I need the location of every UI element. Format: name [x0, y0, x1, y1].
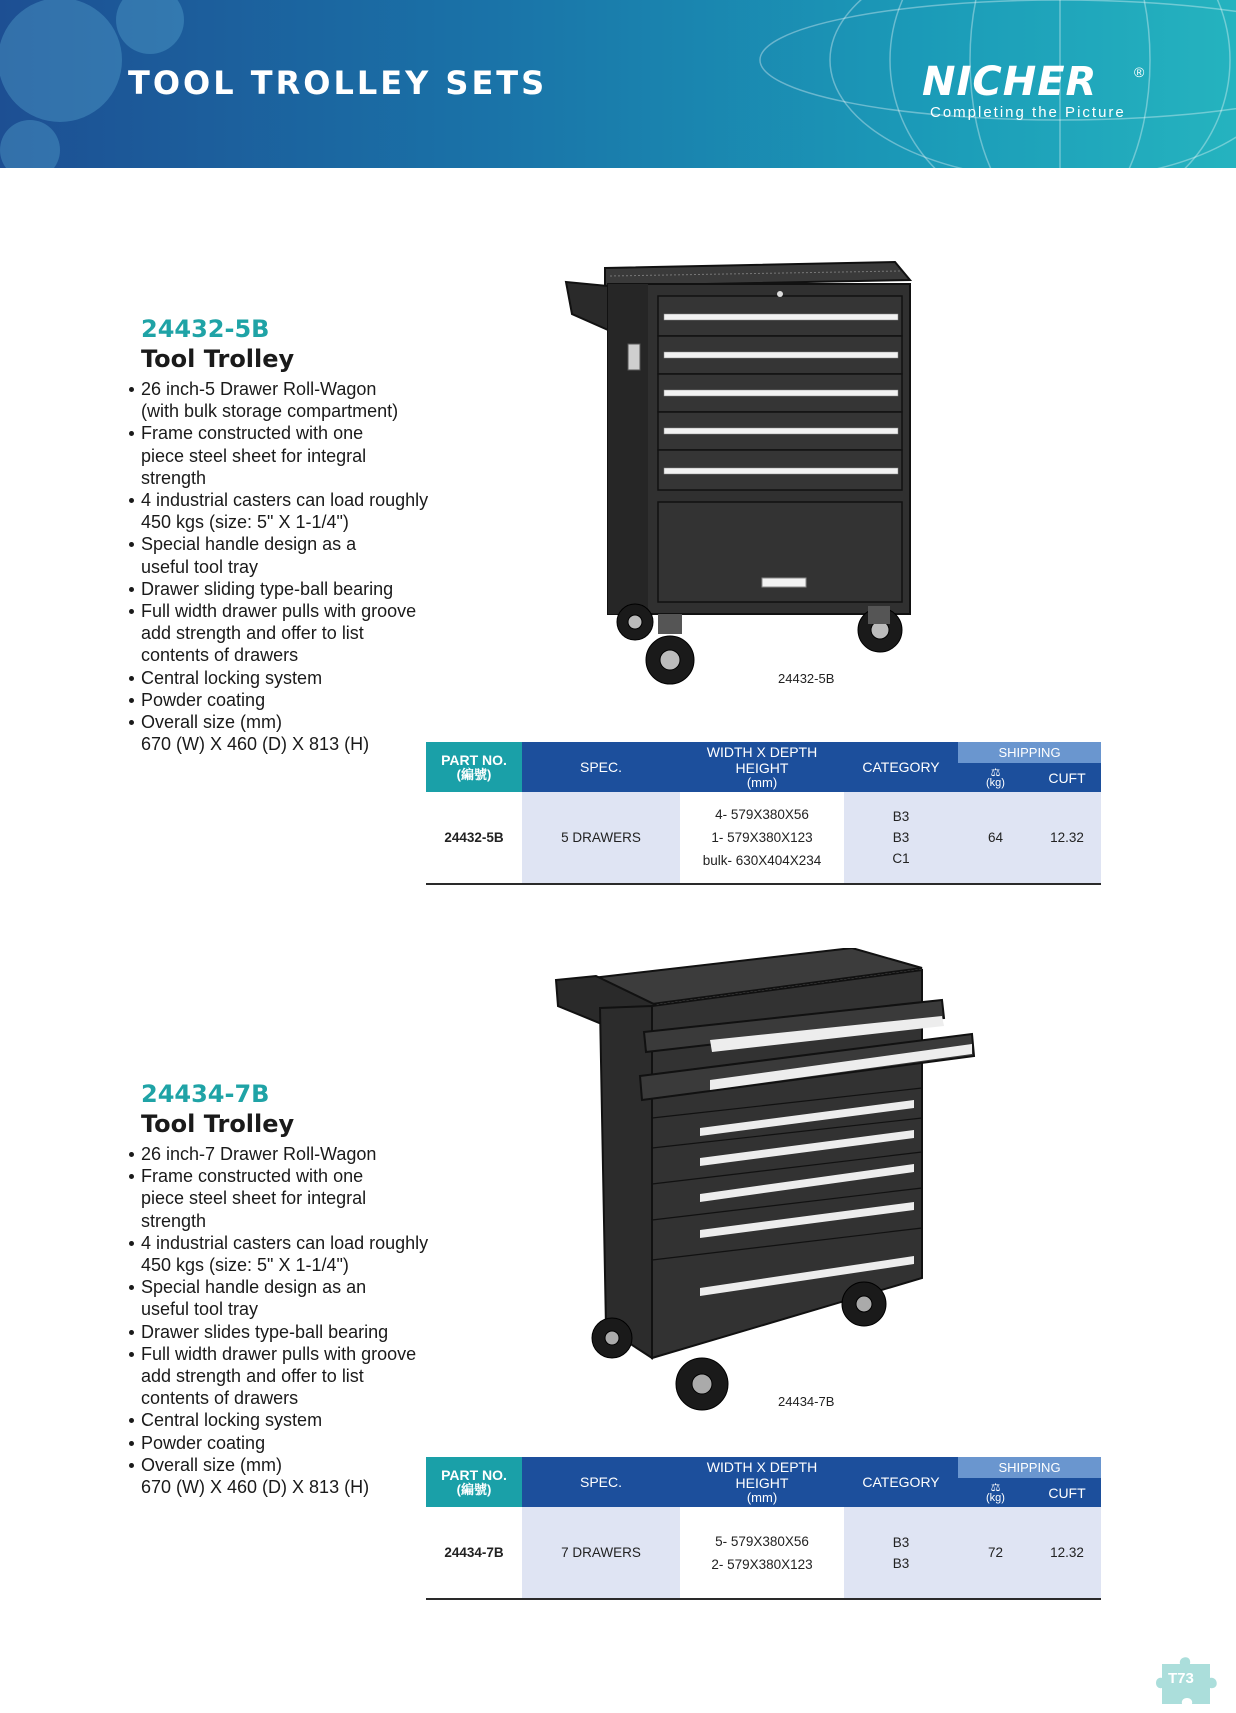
feature-item: Overall size (mm): [128, 1454, 468, 1476]
header-weight-unit: (kg): [986, 1491, 1005, 1504]
feature-item: useful tool tray: [141, 556, 259, 577]
feature-item: (with bulk storage compartment): [141, 401, 399, 422]
spec-table-2: [426, 1457, 1101, 1600]
cell-part-no: 24432-5B: [426, 792, 522, 884]
feature-item: Special handle design as an: [128, 1276, 468, 1298]
dim-line: bulk- 630X404X234: [702, 853, 822, 868]
header-part-no-sub: (編號): [456, 767, 492, 782]
header-shipping: SHIPPING: [958, 1457, 1101, 1478]
category-line: B3: [892, 1555, 910, 1571]
header-part-no-label: PART NO.: [441, 1467, 507, 1483]
product-name: Tool Trolley: [141, 1110, 295, 1138]
cell-spec: 5 DRAWERS: [522, 792, 680, 884]
header-category: CATEGORY: [844, 1457, 958, 1507]
feature-list: [128, 1143, 468, 1498]
table-row: [426, 1507, 1101, 1599]
product-name: Tool Trolley: [141, 345, 295, 373]
feature-item: Frame constructed with one: [128, 422, 468, 444]
header-part-no-label: PART NO.: [441, 752, 507, 768]
page-number: T73: [1168, 1670, 1194, 1687]
header-cuft: CUFT: [1033, 763, 1101, 792]
feature-item: contents of drawers: [141, 645, 299, 666]
header-weight: [958, 763, 1033, 792]
feature-item: contents of drawers: [141, 1388, 299, 1409]
feature-item: strength: [141, 467, 207, 488]
header-cuft: CUFT: [1033, 1478, 1101, 1507]
feature-item: add strength and offer to list: [141, 1366, 364, 1387]
feature-item: 450 kgs (size: 5" X 1-1/4"): [141, 1255, 349, 1276]
feature-item: Drawer slides type-ball bearing: [128, 1321, 468, 1343]
feature-item: add strength and offer to list: [141, 623, 364, 644]
header-dims-sub: (mm): [746, 775, 778, 790]
header-part-no-sub: (編號): [456, 1482, 492, 1497]
cell-category: [844, 792, 958, 884]
product-1-description: [128, 314, 468, 755]
feature-item: Central locking system: [128, 1409, 468, 1431]
header-part-no: [426, 742, 522, 792]
image-caption: 24434-7B: [778, 1394, 835, 1409]
feature-item: strength: [141, 1210, 207, 1231]
header-dims-label: WIDTH X DEPTH HEIGHT: [706, 1459, 818, 1491]
feature-item: 4 industrial casters can load roughly: [128, 1232, 468, 1254]
feature-item: Central locking system: [128, 667, 468, 689]
feature-item: 670 (W) X 460 (D) X 813 (H): [141, 1477, 370, 1498]
feature-item: 26 inch-7 Drawer Roll-Wagon: [128, 1143, 468, 1165]
feature-item: Drawer sliding type-ball bearing: [128, 578, 468, 600]
category-line: B3: [892, 830, 910, 845]
cell-spec: 7 DRAWERS: [522, 1507, 680, 1599]
dim-line: 4- 579X380X56: [715, 807, 809, 822]
feature-item: 670 (W) X 460 (D) X 813 (H): [141, 734, 370, 755]
feature-item: Full width drawer pulls with groove: [128, 1343, 468, 1365]
header-dims: [680, 1457, 844, 1507]
header-part-no: [426, 1457, 522, 1507]
feature-item: piece steel sheet for integral: [141, 445, 367, 466]
cell-dims: [680, 792, 844, 884]
product-2-description: [128, 1079, 468, 1498]
product-code: 24432-5B: [141, 315, 270, 343]
feature-item: useful tool tray: [141, 1299, 259, 1320]
feature-item: piece steel sheet for integral: [141, 1188, 367, 1209]
cell-category: [844, 1507, 958, 1599]
dim-line: 5- 579X380X56: [715, 1533, 809, 1549]
header-weight-unit: (kg): [986, 776, 1005, 789]
header-spec: SPEC.: [522, 1457, 680, 1507]
feature-item: 26 inch-5 Drawer Roll-Wagon: [128, 378, 468, 400]
header-dims-sub: (mm): [746, 1490, 778, 1505]
brand-logo: [922, 59, 1145, 121]
feature-item: Full width drawer pulls with groove: [128, 600, 468, 622]
header-banner: [0, 0, 1236, 168]
trolley-7-drawer-image: [552, 948, 992, 1418]
brand-name: NICHER: [922, 59, 1098, 105]
cell-weight: 72: [958, 1507, 1033, 1599]
dim-line: 2- 579X380X123: [711, 1556, 813, 1572]
feature-item: 4 industrial casters can load roughly: [128, 489, 468, 511]
header-category: CATEGORY: [844, 742, 958, 792]
feature-list: [128, 378, 468, 755]
table-row: [426, 792, 1101, 884]
header-shipping: SHIPPING: [958, 742, 1101, 763]
trolley-5-drawer-image: [560, 258, 940, 698]
image-caption: 24432-5B: [778, 671, 835, 686]
feature-item: Powder coating: [128, 689, 468, 711]
dim-line: 1- 579X380X123: [711, 830, 813, 845]
header-dims: [680, 742, 844, 792]
header-spec: SPEC.: [522, 742, 680, 792]
feature-item: 450 kgs (size: 5" X 1-1/4"): [141, 512, 349, 533]
cell-dims: [680, 1507, 844, 1599]
page-number-badge: [1152, 1652, 1228, 1713]
brand-tagline: Completing the Picture: [930, 104, 1126, 121]
scale-icon: ⚖: [990, 766, 1001, 779]
scale-icon: ⚖: [990, 1481, 1001, 1494]
cell-part-no: 24434-7B: [426, 1507, 522, 1599]
header-weight: [958, 1478, 1033, 1507]
spec-table-1: [426, 742, 1101, 885]
header-dims-label: WIDTH X DEPTH HEIGHT: [706, 744, 818, 776]
cell-cuft: 12.32: [1033, 792, 1101, 884]
product-code: 24434-7B: [141, 1080, 270, 1108]
feature-item: Powder coating: [128, 1432, 468, 1454]
feature-item: Frame constructed with one: [128, 1165, 468, 1187]
category-line: B3: [892, 1534, 910, 1550]
feature-item: Overall size (mm): [128, 711, 468, 733]
category-line: B3: [892, 809, 910, 824]
brand-registered: ®: [1134, 64, 1145, 80]
feature-item: Special handle design as a: [128, 533, 468, 555]
cell-cuft: 12.32: [1033, 1507, 1101, 1599]
category-line: C1: [892, 851, 910, 866]
page-title: TOOL TROLLEY SETS: [128, 64, 548, 102]
cell-weight: 64: [958, 792, 1033, 884]
